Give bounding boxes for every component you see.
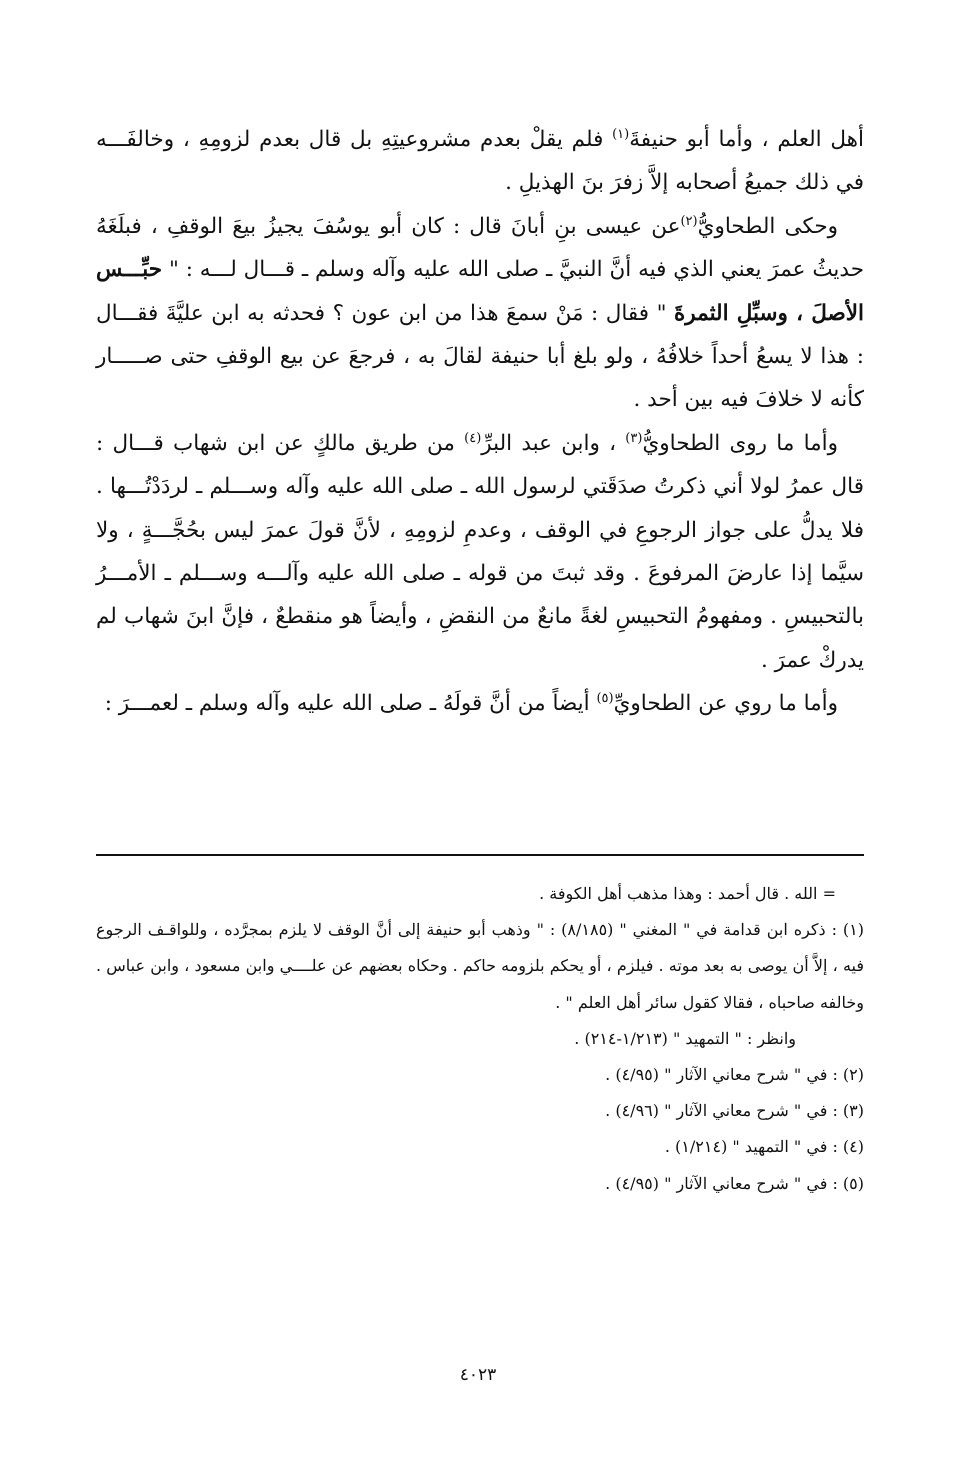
footnote-5: (٥) : في " شرح معاني الآثار " (٤/٩٥) .: [605, 1173, 864, 1193]
paragraph-4: وأما ما روي عن الطحاويِّ$^{(٥)}$ أيضاً من أنَّ قولَهُ ـ صلى الله عليه وآله وسلم ـ لعمـــرَ :: [104, 691, 838, 717]
paragraph-2: وحكى الطحاويُّ$^{(٢)}$عن عيسى بنِ أبانَ قال : كان أبو يوسُفَ يجيزُ بيعَ الوقفِ ، فبلَغَهُ حديثُ عمرَ يعني الذي فيه أنَّ النبيَّ ـ صلى الله عليه وآله وسلم ـ قـــال لـــه : " حبِّـــس الأصلَ ، وسبِّلِ الثمرةَ " فقال : مَنْ سمعَ هذا من ابن عون ؟ فحدثه به ابن عليَّةَ فقـــال : هذا لا يسعُ أحداً خلافُهُ ، ولو بلغ أبا حنيفة لقالَ به ، فرجعَ عن بيع الوقفِ حتى صـــــار كأنه لا خلافَ فيه بين أحد .: [96, 213, 864, 413]
footnote-3: (٣) : في " شرح معاني الآثار " (٤/٩٦) .: [605, 1101, 864, 1121]
footnote-ref-3[interactable]: (٣): [625, 430, 643, 446]
hadith-quote: حبِّـــس الأصلَ ، وسبِّلِ الثمرةَ: [96, 257, 864, 326]
footnote-1-see-also: وانظر : " التمهيد " (١/٢١٣-٢١٤) .: [574, 1028, 796, 1048]
paragraph-1: أهل العلم ، وأما أبو حنيفةَ$^{(١)}$ فلم يقلْ بعدم مشروعيتِهِ بل قال بعدم لزومِهِ ، وخالفَـــه في ذلك جميعُ أصحابه إلاَّ زفرَ بنَ الهذيلِ .: [96, 126, 864, 196]
page-number: ٤٠٢٣: [459, 1365, 497, 1385]
footnote-ref-2[interactable]: (٢): [680, 213, 698, 229]
main-text: [96, 118, 864, 726]
paragraph-3: وأما ما روى الطحاويُّ$^{(٣)}$ ، وابن عبد البرِّ$^{(٤)}$ من طريق مالكٍ عن ابن شهاب قـــال : قال عمرُ لولا أني ذكرتُ صدَقَتي لرسول الله ـ صلى الله عليه وآله وســـلم ـ لردَدْتُـــها . فلا يدلُّ على جواز الرجوعِ في الوقف ، وعدمِ لزومِهِ ، لأنَّ قولَ عمرَ ليس بحُجَّـــةٍ ، ولا سيَّما إذا عارضَ المرفوعَ . وقد ثبتَ من قوله ـ صلى الله عليه وآلـــه وســـلم ـ الأمـــرُ بالتحبيسِ . ومفهومُ التحبيسِ لغةً مانعٌ من النقضِ ، وأيضاً هو منقطعٌ ، فإنَّ ابنَ شهاب لم يدركْ عمرَ .: [96, 430, 864, 673]
footnote-2: (٢) : في " شرح معاني الآثار " (٤/٩٥) .: [605, 1065, 864, 1085]
footnote-4: (٤) : في " التمهيد " (١/٢١٤) .: [664, 1137, 864, 1157]
footnotes: [96, 876, 864, 1202]
footnote-divider: [96, 854, 864, 856]
footnote-ref-1[interactable]: (١): [612, 126, 630, 142]
footnote-ref-5[interactable]: (٥): [596, 691, 614, 707]
footnote-continuation: = الله . قال أحمد : وهذا مذهب أهل الكوفة .: [539, 884, 836, 903]
footnote-1: (١) : ذكره ابن قدامة في " المغني " (٨/١٨٥) : " وذهب أبو حنيفة إلى أنَّ الوقف لا يلزم بمجرَّده ، وللواقـف الرجوع فيه ، إلاَّ أن يوصى به بعد موته . فيلزم ، أو يحكم بلزومه حاكم . وحكاه بعضهم عن علــــي وابن مسعود ، وابن عباس . وخالفه صاحباه ، فقالا كقول سائر أهل العلم " .: [96, 920, 864, 1012]
footnote-ref-4[interactable]: (٤): [464, 430, 482, 446]
